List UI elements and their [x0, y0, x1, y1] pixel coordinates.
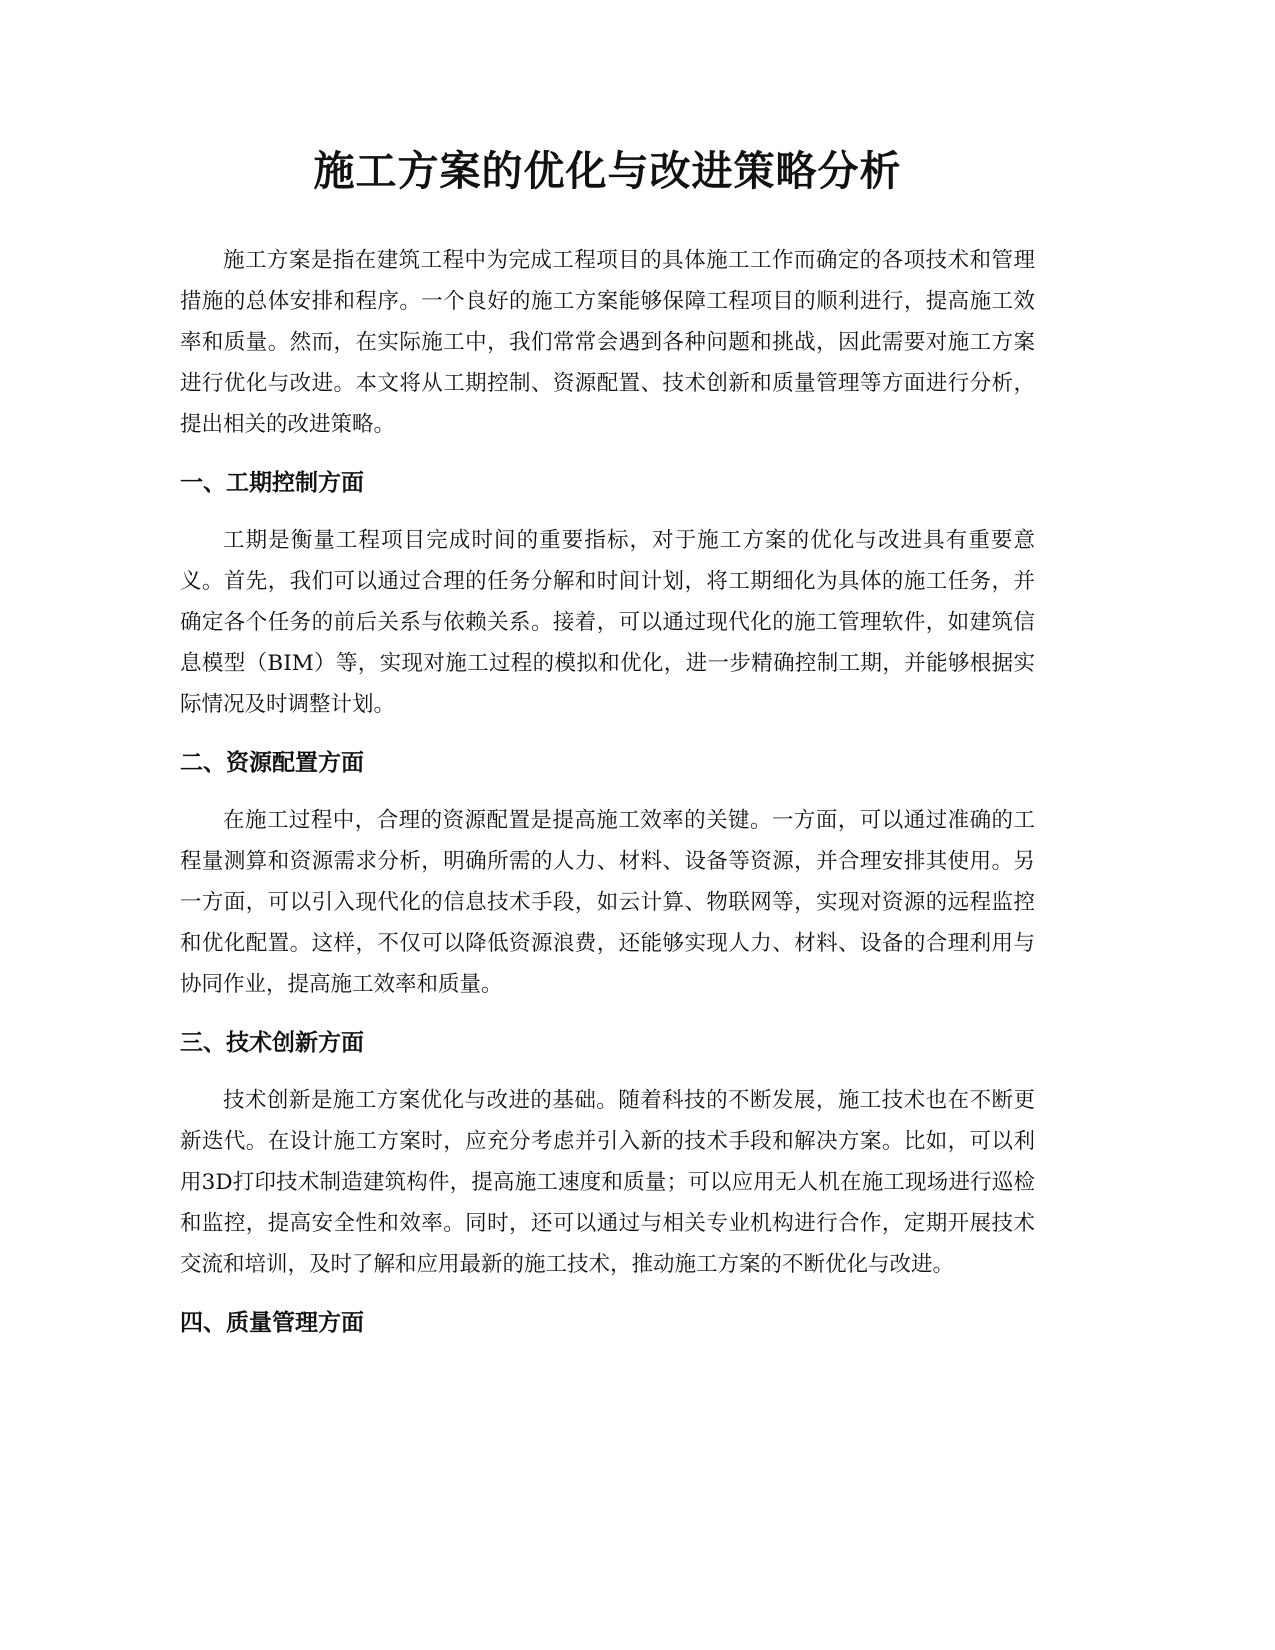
- intro-paragraph: 施工方案是指在建筑工程中为完成工程项目的具体施工工作而确定的各项技术和管理措施的总体安排和程序。一个良好的施工方案能够保障工程项目的顺利进行，提高施工效率和质量。然而，在实际施工中，我们常常会遇到各种问题和挑战，因此需要对施工方案进行优化与改进。本文将从工期控制、资源配置、技术创新和质量管理等方面进行分析，提出相关的改进策略。: [180, 248, 1035, 437]
- section-body-schedule: 工期是衡量工程项目完成时间的重要指标，对于施工方案的优化与改进具有重要意义。首先，我们可以通过合理的任务分解和时间计划，将工期细化为具体的施工任务，并确定各个任务的前后关系与依赖关系。接着，可以通过现代化的施工管理软件，如建筑信息模型（BIM）等，实现对施工过程的模拟和优化，进一步精确控制工期，并能够根据实际情况及时调整计划。: [180, 528, 1035, 717]
- section-heading-quality: 四、质量管理方面: [180, 1310, 364, 1336]
- section-heading-technology: 三、技术创新方面: [180, 1030, 364, 1056]
- section-heading-resources: 二、资源配置方面: [180, 750, 364, 776]
- section-body-technology: 技术创新是施工方案优化与改进的基础。随着科技的不断发展，施工技术也在不断更新迭代。在设计施工方案时，应充分考虑并引入新的技术手段和解决方案。比如，可以利用3D打印技术制造建筑构件，提高施工速度和质量；可以应用无人机在施工现场进行巡检和监控，提高安全性和效率。同时，还可以通过与相关专业机构进行合作，定期开展技术交流和培训，及时了解和应用最新的施工技术，推动施工方案的不断优化与改进。: [180, 1088, 1035, 1277]
- document-page: [180, 140, 1035, 1360]
- section-body-resources: 在施工过程中，合理的资源配置是提高施工效率的关键。一方面，可以通过准确的工程量测算和资源需求分析，明确所需的人力、材料、设备等资源，并合理安排其使用。另一方面，可以引入现代化的信息技术手段，如云计算、物联网等，实现对资源的远程监控和优化配置。这样，不仅可以降低资源浪费，还能够实现人力、材料、设备的合理利用与协同作业，提高施工效率和质量。: [180, 808, 1035, 997]
- document-title: 施工方案的优化与改进策略分析: [313, 147, 902, 195]
- section-heading-schedule: 一、工期控制方面: [180, 470, 364, 496]
